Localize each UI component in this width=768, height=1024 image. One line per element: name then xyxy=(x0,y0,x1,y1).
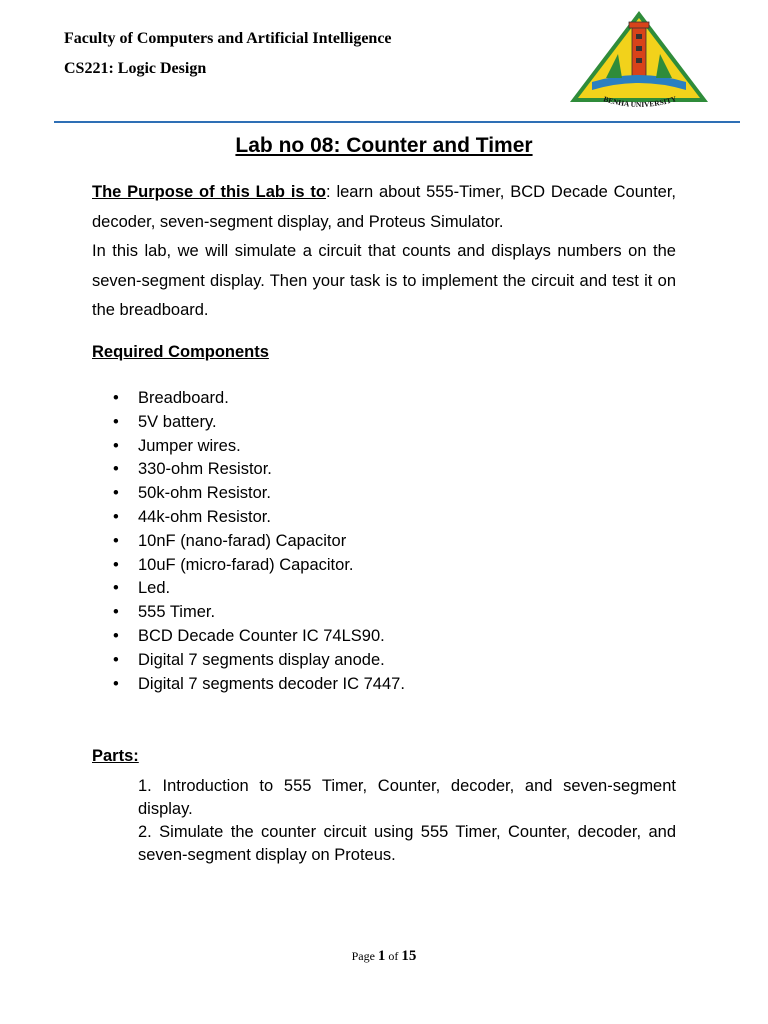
lab-title: Lab no 08: Counter and Timer xyxy=(235,134,533,157)
list-item: • Digital 7 segments display anode. xyxy=(92,649,405,673)
header-divider xyxy=(54,121,740,123)
list-item: • Breadboard. xyxy=(92,387,405,411)
list-item: • 10uF (micro-farad) Capacitor. xyxy=(92,554,405,578)
purpose-paragraph xyxy=(92,178,676,237)
list-item: • Digital 7 segments decoder IC 7447. xyxy=(92,673,405,697)
list-item: • Jumper wires. xyxy=(92,435,405,459)
required-components-heading: Required Components xyxy=(92,343,269,361)
list-item: • 10nF (nano-farad) Capacitor xyxy=(92,530,405,554)
total-pages: 15 xyxy=(401,948,417,964)
list-item: • 330-ohm Resistor. xyxy=(92,458,405,482)
components-list xyxy=(92,387,405,696)
course-name: CS221: Logic Design xyxy=(64,60,207,77)
part-item: 1. Introduction to 555 Timer, Counter, decoder, and seven-segment display. xyxy=(138,777,676,818)
of-word: of xyxy=(388,949,399,963)
list-item: • 5V battery. xyxy=(92,411,405,435)
page-number: 1 xyxy=(377,948,386,964)
purpose-text: : learn about 555-Timer, BCD Decade Counter, decoder, seven-segment display, and Proteus Simulator. xyxy=(92,183,676,231)
part-item: 2. Simulate the counter circuit using 555 Timer, Counter, decoder, and seven-segment display on Proteus. xyxy=(138,823,676,864)
parts-list xyxy=(138,775,676,867)
page-word: Page xyxy=(351,949,375,963)
list-item: • 555 Timer. xyxy=(92,601,405,625)
list-item: • BCD Decade Counter IC 74LS90. xyxy=(92,625,405,649)
parts-heading: Parts: xyxy=(92,747,139,765)
simulation-paragraph: In this lab, we will simulate a circuit that counts and displays numbers on the seven-segment display. Then your task is to implement the circuit and test it on the breadboard. xyxy=(92,242,676,319)
page-footer xyxy=(0,948,768,965)
purpose-section xyxy=(92,178,676,326)
logo-arc-text: BENHA UNIVERSITY xyxy=(602,94,678,110)
purpose-lead: The Purpose of this Lab is to xyxy=(92,183,327,201)
list-item: • 50k-ohm Resistor. xyxy=(92,482,405,506)
university-logo xyxy=(566,8,712,118)
list-item: • Led. xyxy=(92,577,405,601)
faculty-name: Faculty of Computers and Artificial Intelligence xyxy=(64,30,392,47)
list-item: • 44k-ohm Resistor. xyxy=(92,506,405,530)
